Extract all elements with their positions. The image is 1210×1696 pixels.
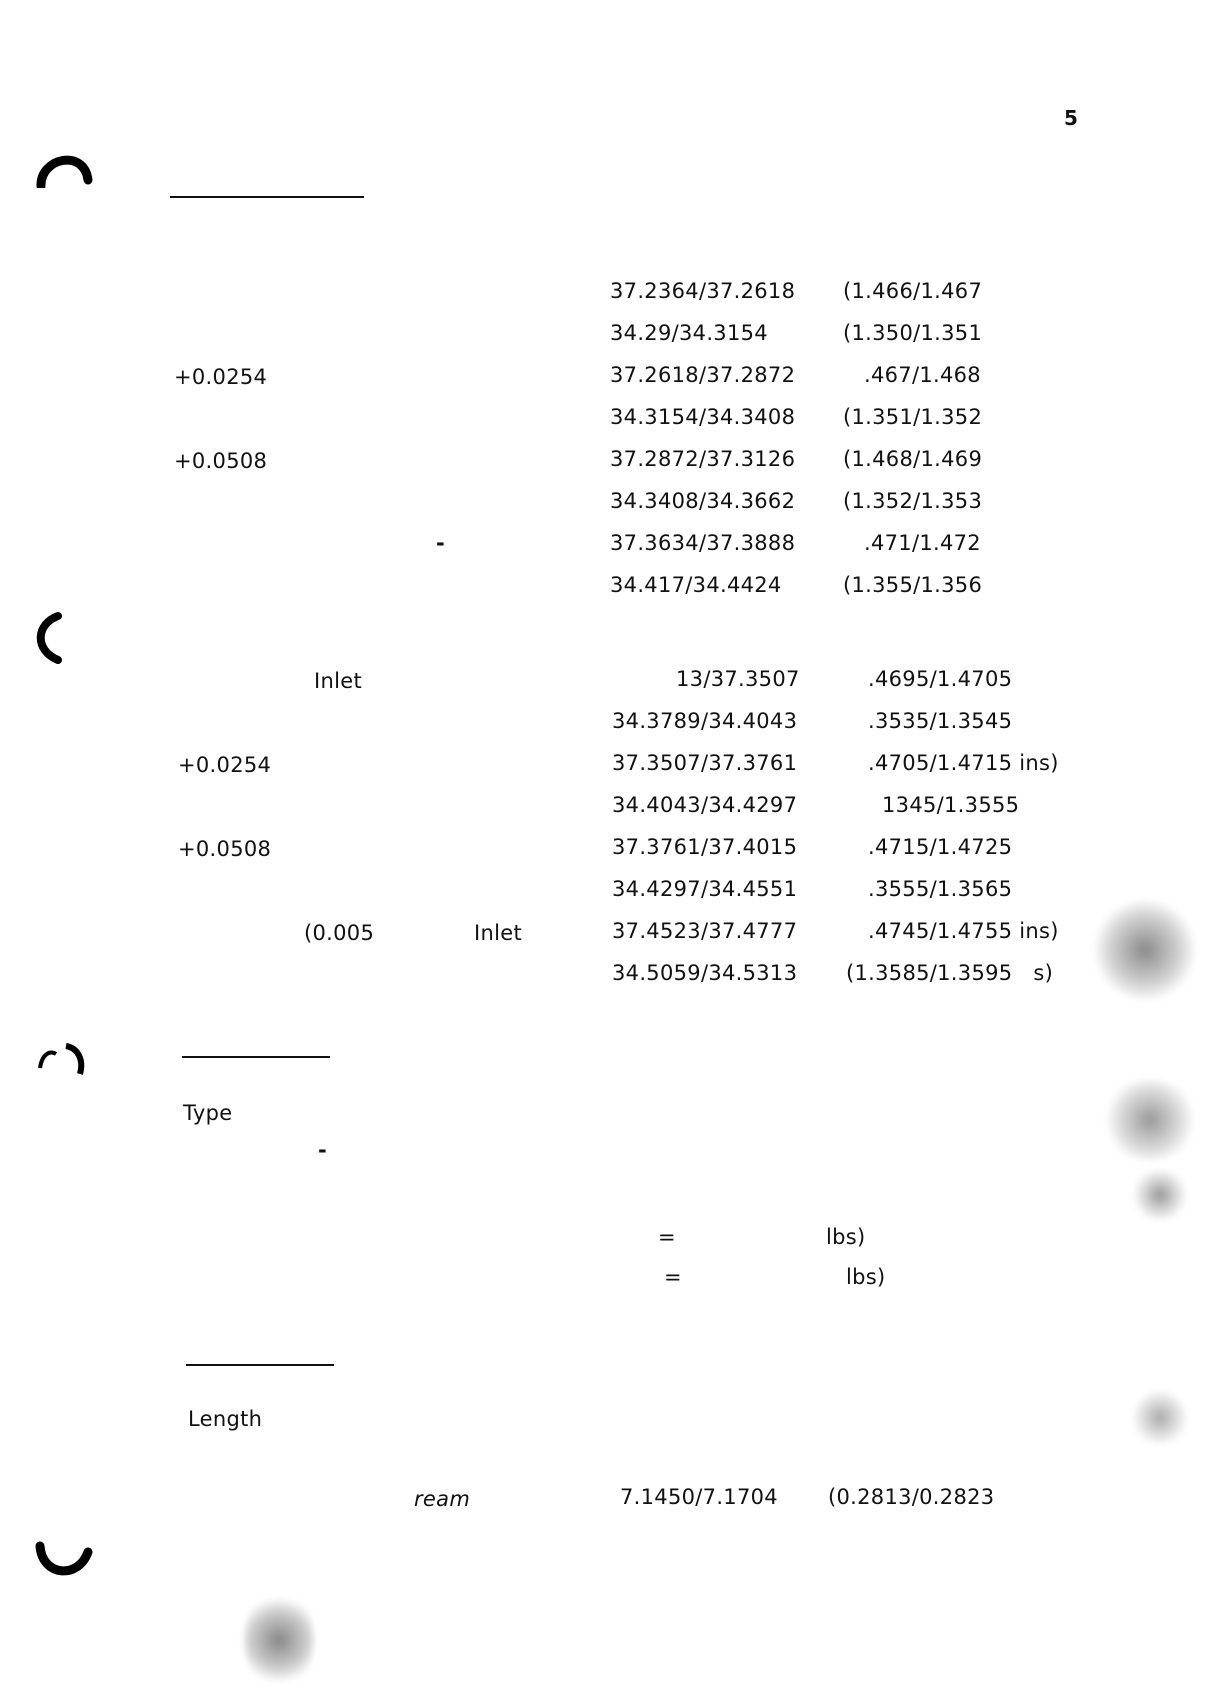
- mm-value: 34.417/34.4424: [610, 573, 782, 597]
- unit-label: lbs): [846, 1265, 886, 1289]
- section-rule: [170, 196, 364, 198]
- tolerance-label: +0.0508: [178, 837, 272, 861]
- type-label: Type: [183, 1101, 233, 1125]
- punch-hole-mark: [30, 610, 70, 665]
- scan-noise: [244, 1590, 314, 1690]
- mm-value: 34.3154/34.3408: [610, 405, 796, 429]
- inlet-label: Inlet: [474, 921, 522, 945]
- length-label: Length: [188, 1407, 263, 1431]
- inch-value: (1.352/1.353: [843, 489, 983, 513]
- inch-value: 1345/1.3555: [882, 793, 1020, 817]
- scan-noise: [1130, 1170, 1190, 1220]
- scan-noise: [1100, 1080, 1200, 1160]
- tolerance-label: +0.0508: [174, 449, 268, 473]
- mm-value: 7.1450/7.1704: [620, 1485, 778, 1509]
- inch-value: .3535/1.3545: [868, 709, 1013, 733]
- scan-noise: [1090, 900, 1200, 1000]
- inch-value: (0.2813/0.2823: [828, 1485, 995, 1509]
- mm-value: 37.2618/37.2872: [610, 363, 796, 387]
- mm-value: 37.3761/37.4015: [612, 835, 798, 859]
- mm-value: 37.2364/37.2618: [610, 279, 796, 303]
- equals-sign: =: [658, 1225, 676, 1249]
- punch-hole-mark: [36, 148, 96, 188]
- section-rule: [186, 1364, 334, 1366]
- inch-value: .4705/1.4715 ins): [868, 751, 1059, 775]
- ream-label: ream: [414, 1487, 471, 1511]
- mm-value: 34.3408/34.3662: [610, 489, 796, 513]
- mm-value: 37.4523/37.4777: [612, 919, 798, 943]
- mm-value: 37.2872/37.3126: [610, 447, 796, 471]
- inch-value: (1.468/1.469: [843, 447, 983, 471]
- page-number: 5: [1064, 106, 1078, 130]
- inch-value: (1.351/1.352: [843, 405, 983, 429]
- tolerance-label: +0.0254: [174, 365, 268, 389]
- tolerance-label: +0.0254: [178, 753, 272, 777]
- mm-value: 34.5059/34.5313: [612, 961, 798, 985]
- inch-value: (1.355/1.356: [843, 573, 983, 597]
- inch-value: .467/1.468: [864, 363, 981, 387]
- inch-value: .4695/1.4705: [868, 667, 1013, 691]
- mm-value: 34.4043/34.4297: [612, 793, 798, 817]
- inch-value: (1.350/1.351: [843, 321, 983, 345]
- inlet-label: Inlet: [314, 669, 362, 693]
- section-rule: [182, 1056, 330, 1058]
- mm-value: 37.3634/37.3888: [610, 531, 796, 555]
- equals-sign: =: [664, 1265, 682, 1289]
- mm-value: 13/37.3507: [676, 667, 800, 691]
- inch-value: .3555/1.3565: [868, 877, 1013, 901]
- unit-label: lbs): [826, 1225, 866, 1249]
- punch-hole-mark: [36, 1040, 88, 1084]
- inch-value: .4715/1.4725: [868, 835, 1013, 859]
- inch-value: (1.3585/1.3595 s): [846, 961, 1054, 985]
- punch-hole-mark: [34, 1540, 94, 1582]
- mm-value: 34.4297/34.4551: [612, 877, 798, 901]
- scan-noise: [1130, 1390, 1190, 1445]
- mm-value: 34.29/34.3154: [610, 321, 768, 345]
- dash-mark: -: [436, 531, 446, 555]
- offset-label: (0.005: [304, 921, 375, 945]
- inch-value: .471/1.472: [864, 531, 981, 555]
- dash-mark: -: [318, 1138, 328, 1162]
- inch-value: .4745/1.4755 ins): [868, 919, 1059, 943]
- mm-value: 34.3789/34.4043: [612, 709, 798, 733]
- mm-value: 37.3507/37.3761: [612, 751, 798, 775]
- inch-value: (1.466/1.467: [843, 279, 983, 303]
